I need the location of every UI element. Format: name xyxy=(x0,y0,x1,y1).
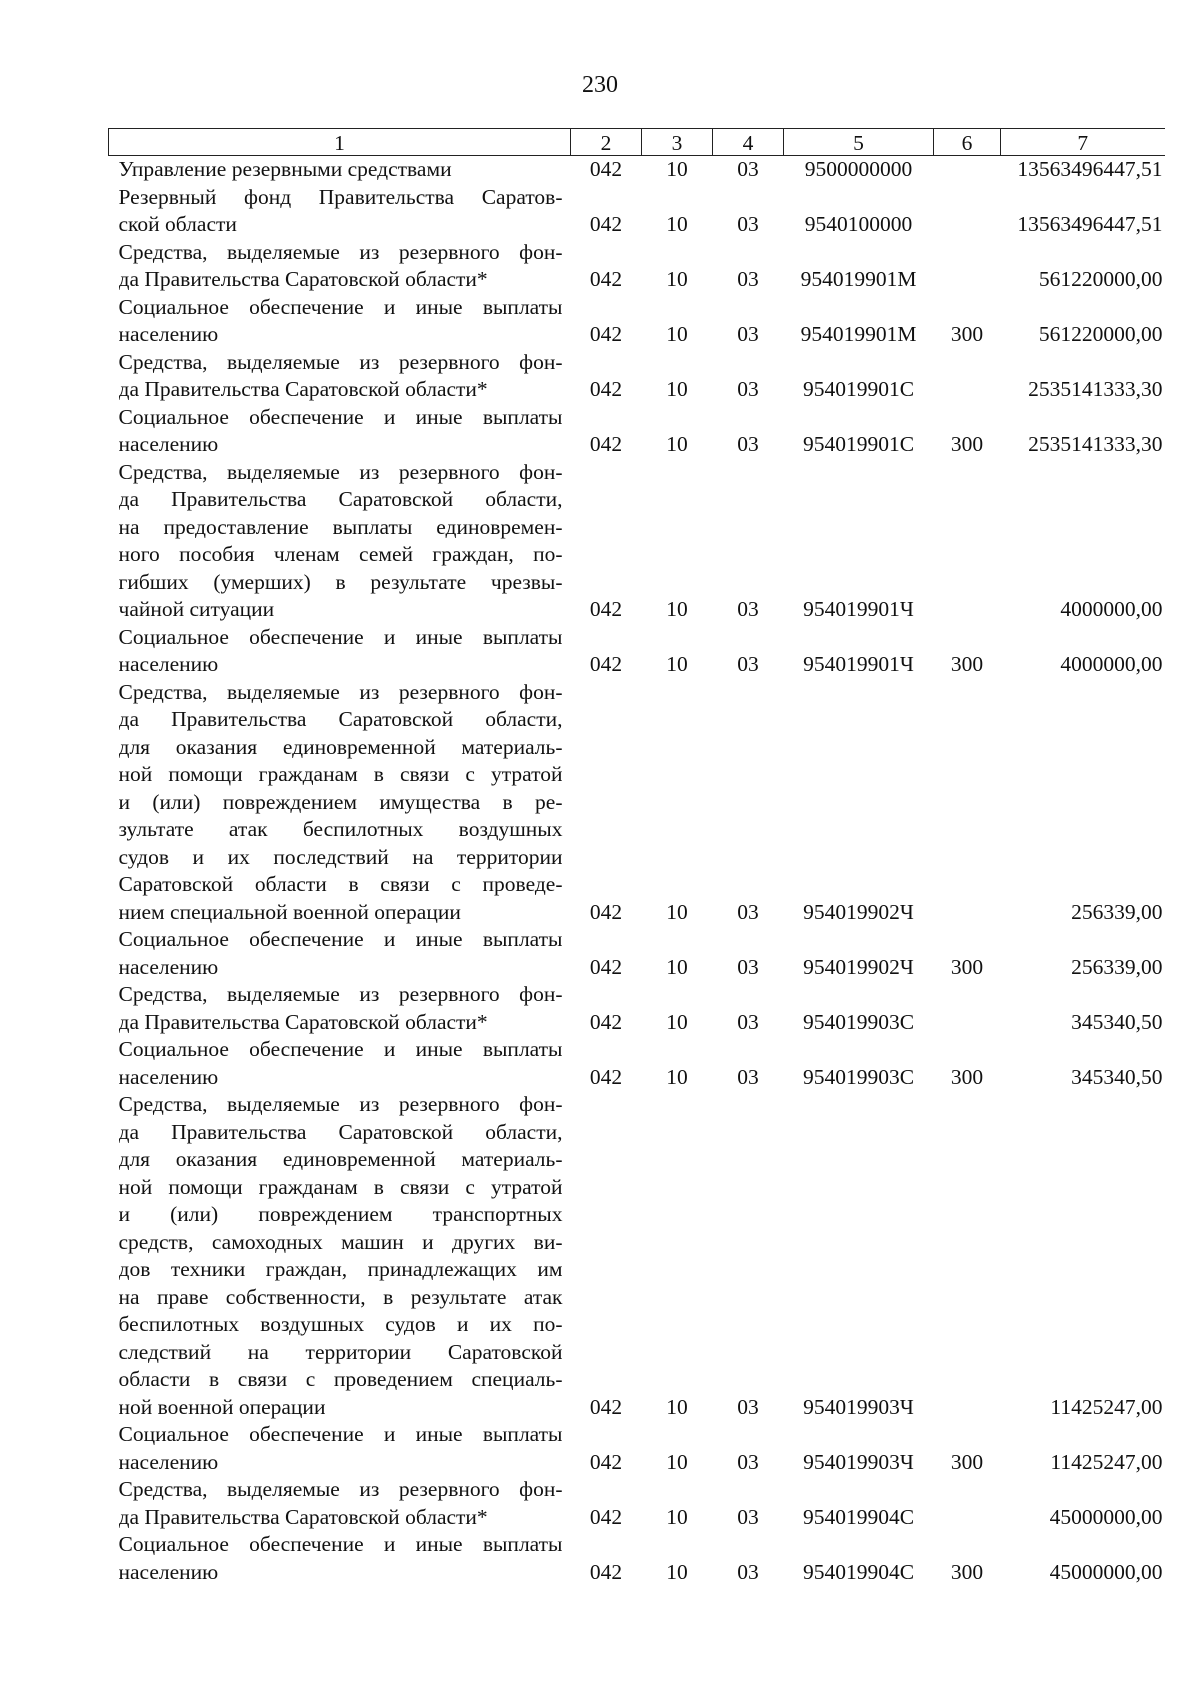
row-ministry-code: 042 xyxy=(589,1009,623,1034)
row-section-code: 10 xyxy=(666,652,688,676)
row-name xyxy=(109,1036,571,1091)
table-body xyxy=(109,156,1165,1587)
row-name-line: Средства, выделяемые из резервного фон- xyxy=(118,1477,563,1501)
row-expense-type xyxy=(934,156,1001,184)
row-name-line: Средства, выделяемые из резервного фон- xyxy=(118,349,563,374)
row-name-line: ной помощи гражданам в связи с утратой xyxy=(118,1174,563,1199)
row-name-line: Социальное обеспечение и иные выплаты xyxy=(118,927,563,951)
row-name xyxy=(109,679,571,927)
row-name-line: населению xyxy=(118,652,219,676)
row-expense-type: 300 xyxy=(950,652,984,676)
table-row xyxy=(109,981,1165,1036)
row-name-line: Средства, выделяемые из резервного фон- xyxy=(118,679,563,704)
row-subsection-code: 03 xyxy=(737,1449,759,1474)
table-row xyxy=(109,1421,1165,1476)
row-subsection-code: 03 xyxy=(737,1394,759,1419)
row-name xyxy=(109,349,571,404)
row-target-article: 954019904С xyxy=(802,1504,915,1529)
row-target-article: 954019904С xyxy=(802,1559,915,1584)
row-expense-type xyxy=(934,1091,1001,1421)
row-target-article: 954019901С xyxy=(802,377,915,401)
row-amount: 345340,50 xyxy=(1071,1009,1163,1034)
row-subsection-code: 03 xyxy=(737,267,759,291)
row-name-line: да Правительства Саратовской области* xyxy=(118,267,488,291)
row-name-line: на предоставление выплаты единовремен- xyxy=(118,514,563,539)
row-ministry-code: 042 xyxy=(589,212,623,236)
row-name xyxy=(109,624,571,679)
row-section-code: 10 xyxy=(666,322,688,346)
row-target-article: 954019902Ч xyxy=(803,954,914,979)
row-target-article: 9540100000 xyxy=(804,212,913,236)
row-name-line: на праве собственности, в результате атак xyxy=(118,1284,563,1309)
row-name-line: да Правительства Саратовской области* xyxy=(118,1009,488,1034)
table-row xyxy=(109,294,1165,349)
header-col-4: 4 xyxy=(713,129,784,156)
row-subsection-code: 03 xyxy=(737,377,759,401)
row-name-line: да Правительства Саратовской области* xyxy=(118,1504,488,1529)
row-section-code: 10 xyxy=(666,1504,688,1529)
row-name-line: Саратовской области в связи с проведе- xyxy=(118,872,563,896)
row-ministry-code: 042 xyxy=(589,377,623,401)
row-name xyxy=(109,1476,571,1531)
table-row xyxy=(109,624,1165,679)
row-subsection-code: 03 xyxy=(737,212,759,236)
row-name-line: гибших (умерших) в результате чрезвы- xyxy=(118,569,563,594)
row-name xyxy=(109,1421,571,1476)
row-section-code: 10 xyxy=(666,1009,688,1034)
row-ministry-code: 042 xyxy=(589,1449,623,1474)
row-name-line: зультате атак беспилотных воздушных xyxy=(118,817,563,841)
header-col-2: 2 xyxy=(571,129,642,156)
row-subsection-code: 03 xyxy=(737,899,759,924)
row-name-line: Средства, выделяемые из резервного фон- xyxy=(118,982,563,1006)
table-row xyxy=(109,1091,1165,1421)
row-ministry-code: 042 xyxy=(589,1064,623,1089)
row-name-line: и (или) повреждением транспортных xyxy=(118,1202,563,1226)
row-name-line: дов техники граждан, принадлежащих им xyxy=(118,1257,563,1281)
row-ministry-code: 042 xyxy=(589,432,623,456)
row-name-line: чайной ситуации xyxy=(118,597,275,621)
row-section-code: 10 xyxy=(666,1449,688,1474)
row-name-line: Средства, выделяемые из резервного фон- xyxy=(118,1092,563,1116)
row-subsection-code: 03 xyxy=(737,157,759,181)
row-target-article: 954019901Ч xyxy=(803,652,914,676)
row-expense-type: 300 xyxy=(950,1064,984,1089)
table-row xyxy=(109,184,1165,239)
row-name-line: области в связи с проведением специаль- xyxy=(118,1367,563,1391)
row-section-code: 10 xyxy=(666,597,688,621)
row-expense-type xyxy=(934,679,1001,927)
row-name xyxy=(109,1091,571,1421)
row-amount: 561220000,00 xyxy=(1038,267,1163,291)
row-ministry-code: 042 xyxy=(589,157,623,181)
table-header xyxy=(109,129,1165,156)
row-expense-type xyxy=(934,459,1001,624)
row-section-code: 10 xyxy=(666,432,688,456)
row-name-line: да Правительства Саратовской области, xyxy=(118,487,563,511)
row-amount: 13563496447,51 xyxy=(1017,157,1163,181)
row-section-code: 10 xyxy=(666,1064,688,1089)
row-ministry-code: 042 xyxy=(589,954,623,979)
row-name-line: Средства, выделяемые из резервного фон- xyxy=(118,459,563,484)
header-col-1: 1 xyxy=(109,129,571,156)
row-name xyxy=(109,1531,571,1586)
row-target-article: 954019901С xyxy=(802,432,915,456)
row-name-line: да Правительства Саратовской области, xyxy=(118,1119,563,1144)
row-name-line: судов и их последствий на территории xyxy=(118,844,563,869)
row-expense-type xyxy=(934,184,1001,239)
row-name xyxy=(109,239,571,294)
table-row xyxy=(109,156,1165,184)
row-name-line: Социальное обеспечение и иные выплаты xyxy=(118,624,563,649)
row-section-code: 10 xyxy=(666,267,688,291)
row-target-article: 954019903Ч xyxy=(803,1394,914,1419)
row-name-line: Социальное обеспечение и иные выплаты xyxy=(118,1422,563,1446)
header-col-7: 7 xyxy=(1001,129,1165,156)
row-amount: 4000000,00 xyxy=(1060,597,1163,621)
row-name-line: да Правительства Саратовской области, xyxy=(118,707,563,731)
row-subsection-code: 03 xyxy=(737,1064,759,1089)
row-target-article: 954019901М xyxy=(800,322,917,346)
row-target-article: 954019901Ч xyxy=(803,597,914,621)
row-ministry-code: 042 xyxy=(589,652,623,676)
row-name-line: населению xyxy=(118,954,219,979)
row-amount: 11425247,00 xyxy=(1050,1394,1163,1419)
row-name xyxy=(109,404,571,459)
row-expense-type xyxy=(934,981,1001,1036)
budget-table xyxy=(108,128,1165,1586)
header-col-6: 6 xyxy=(934,129,1001,156)
row-name xyxy=(109,294,571,349)
row-name-line: для оказания единовременной материаль- xyxy=(118,734,563,759)
row-name-line: беспилотных воздушных судов и их по- xyxy=(118,1312,563,1336)
row-subsection-code: 03 xyxy=(737,597,759,621)
row-target-article: 954019901М xyxy=(800,267,917,291)
row-ministry-code: 042 xyxy=(589,597,623,621)
row-ministry-code: 042 xyxy=(589,322,623,346)
row-name xyxy=(109,981,571,1036)
row-target-article: 954019902Ч xyxy=(803,899,914,924)
row-name-line: следствий на территории Саратовской xyxy=(118,1339,563,1364)
row-name-line: Управление резервными средствами xyxy=(118,157,452,181)
row-name-line: ной помощи гражданам в связи с утратой xyxy=(118,762,563,786)
row-name-line: ной военной операции xyxy=(118,1394,326,1419)
row-expense-type: 300 xyxy=(950,1449,984,1474)
row-name-line: средств, самоходных машин и других ви- xyxy=(118,1229,563,1254)
row-section-code: 10 xyxy=(666,212,688,236)
row-section-code: 10 xyxy=(666,157,688,181)
row-name-line: и (или) повреждением имущества в ре- xyxy=(118,789,563,814)
row-subsection-code: 03 xyxy=(737,432,759,456)
row-name-line: населению xyxy=(118,1449,219,1474)
row-target-article: 954019903Ч xyxy=(803,1449,914,1474)
row-target-article: 954019903С xyxy=(802,1064,915,1089)
row-name-line: Средства, выделяемые из резервного фон- xyxy=(118,239,563,264)
row-expense-type: 300 xyxy=(950,1559,984,1584)
row-subsection-code: 03 xyxy=(737,1504,759,1529)
row-name-line: да Правительства Саратовской области* xyxy=(118,377,488,401)
row-ministry-code: 042 xyxy=(589,1559,623,1584)
row-name xyxy=(109,156,571,184)
row-amount: 256339,00 xyxy=(1071,899,1163,924)
row-name-line: нием специальной военной операции xyxy=(118,899,461,924)
row-subsection-code: 03 xyxy=(737,954,759,979)
table-row xyxy=(109,1476,1165,1531)
row-name-line: Социальное обеспечение и иные выплаты xyxy=(118,1532,563,1556)
row-amount: 45000000,00 xyxy=(1049,1504,1163,1529)
row-subsection-code: 03 xyxy=(737,1559,759,1584)
row-name-line: Социальное обеспечение и иные выплаты xyxy=(118,404,563,429)
table-row xyxy=(109,239,1165,294)
row-amount: 13563496447,51 xyxy=(1017,212,1163,236)
row-target-article: 954019903С xyxy=(802,1009,915,1034)
row-amount: 2535141333,30 xyxy=(1028,377,1163,401)
row-name-line: населению xyxy=(118,432,219,456)
row-name-line: населению xyxy=(118,322,219,346)
row-expense-type xyxy=(934,1476,1001,1531)
row-amount: 345340,50 xyxy=(1071,1064,1163,1089)
row-name-line: населению xyxy=(118,1559,219,1584)
row-amount: 256339,00 xyxy=(1071,954,1163,979)
row-name xyxy=(109,459,571,624)
row-name-line: ской области xyxy=(118,212,237,236)
row-subsection-code: 03 xyxy=(737,322,759,346)
row-name-line: Резервный фонд Правительства Саратов- xyxy=(118,184,563,209)
row-section-code: 10 xyxy=(666,899,688,924)
row-amount: 561220000,00 xyxy=(1038,322,1163,346)
row-section-code: 10 xyxy=(666,1394,688,1419)
row-name-line: ного пособия членам семей граждан, по- xyxy=(118,542,563,566)
row-amount: 2535141333,30 xyxy=(1028,432,1163,456)
row-amount: 45000000,00 xyxy=(1049,1559,1163,1584)
row-name-line: для оказания единовременной материаль- xyxy=(118,1147,563,1171)
row-section-code: 10 xyxy=(666,954,688,979)
row-section-code: 10 xyxy=(666,1559,688,1584)
table-row xyxy=(109,679,1165,927)
row-ministry-code: 042 xyxy=(589,267,623,291)
table-row xyxy=(109,349,1165,404)
table-row xyxy=(109,926,1165,981)
row-expense-type: 300 xyxy=(950,322,984,346)
row-ministry-code: 042 xyxy=(589,899,623,924)
row-expense-type xyxy=(934,239,1001,294)
row-expense-type: 300 xyxy=(950,432,984,456)
row-subsection-code: 03 xyxy=(737,1009,759,1034)
row-ministry-code: 042 xyxy=(589,1504,623,1529)
row-amount: 4000000,00 xyxy=(1060,652,1163,676)
row-name xyxy=(109,184,571,239)
row-name-line: Социальное обеспечение и иные выплаты xyxy=(118,294,563,319)
row-expense-type: 300 xyxy=(950,954,984,979)
page-number: 230 xyxy=(582,72,618,98)
table-row xyxy=(109,459,1165,624)
row-ministry-code: 042 xyxy=(589,1394,623,1419)
row-name-line: населению xyxy=(118,1064,219,1089)
header-row xyxy=(109,129,1165,156)
row-name xyxy=(109,926,571,981)
row-amount: 11425247,00 xyxy=(1050,1449,1163,1474)
row-section-code: 10 xyxy=(666,377,688,401)
row-name-line: Социальное обеспечение и иные выплаты xyxy=(118,1037,563,1061)
table-row xyxy=(109,1036,1165,1091)
table-row xyxy=(109,1531,1165,1586)
table-row xyxy=(109,404,1165,459)
header-col-5: 5 xyxy=(784,129,934,156)
row-expense-type xyxy=(934,349,1001,404)
row-subsection-code: 03 xyxy=(737,652,759,676)
row-target-article: 9500000000 xyxy=(804,157,913,181)
header-col-3: 3 xyxy=(642,129,713,156)
